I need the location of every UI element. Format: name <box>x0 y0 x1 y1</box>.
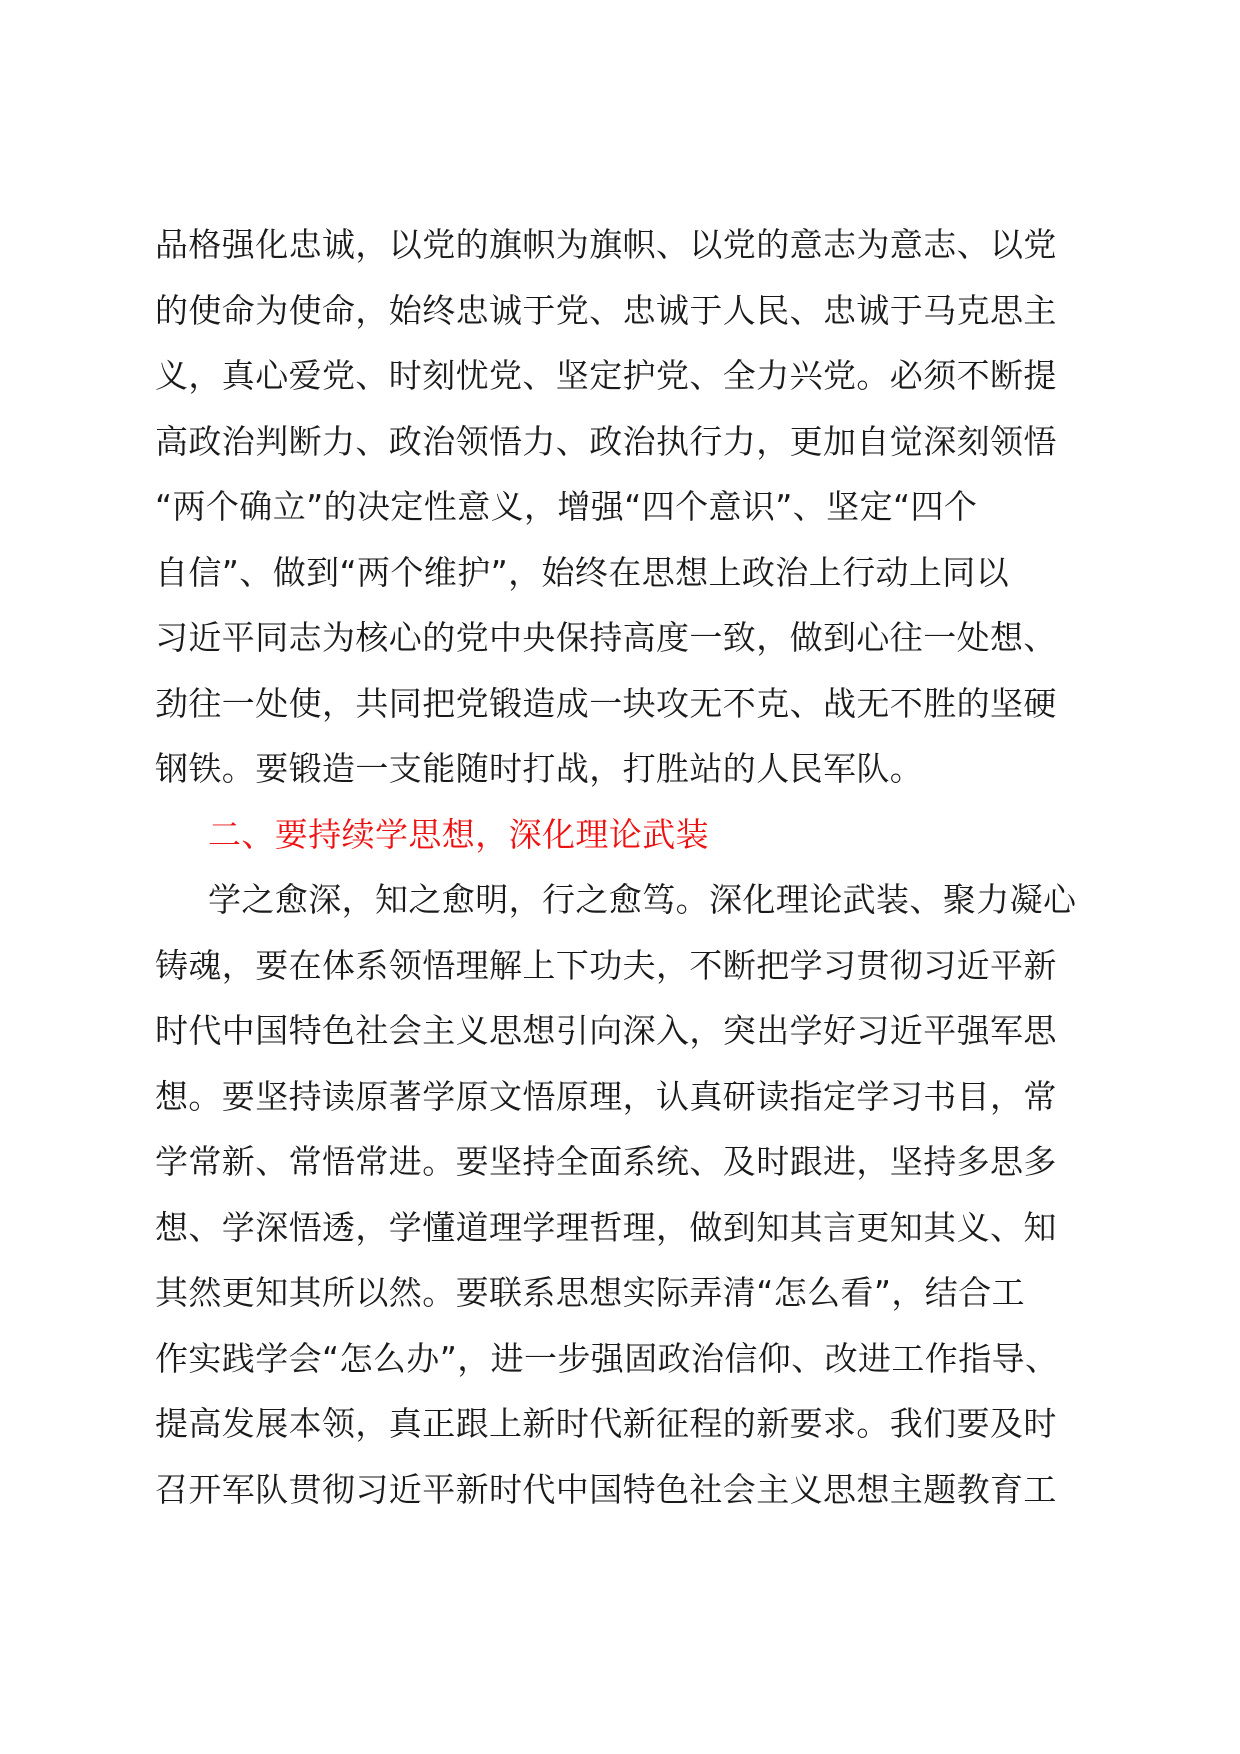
paragraph-line: 自信”、做到“两个维护”，始终在思想上政治上行动上同以 <box>155 552 1010 592</box>
paragraph-line: 召开军队贯彻习近平新时代中国特色社会主义思想主题教育工 <box>155 1469 1057 1509</box>
paragraph-line: 学之愈深，知之愈明，行之愈笃。深化理论武装、聚力凝心 <box>208 880 1077 919</box>
paragraph-line: 习近平同志为核心的党中央保持高度一致，做到心往一处想、 <box>155 618 1057 657</box>
paragraph-line: 品格强化忠诚，以党的旗帜为旗帜、以党的意志为意志、以党 <box>155 225 1057 264</box>
document-body <box>155 212 1085 1522</box>
paragraph-line: 想、学深悟透，学懂道理学理哲理，做到知其言更知其义、知 <box>155 1207 1057 1247</box>
paragraph-line: 时代中国特色社会主义思想引向深入，突出学好习近平强军思 <box>155 1011 1057 1050</box>
section-heading: 二、要持续学思想，深化理论武装 <box>208 814 709 854</box>
paragraph-line: 高政治判断力、政治领悟力、政治执行力，更加自觉深刻领悟 <box>155 421 1057 461</box>
paragraph-line: 学常新、常悟常进。要坚持全面系统、及时跟进，坚持多思多 <box>155 1142 1057 1181</box>
paragraph-line: 铸魂，要在体系领悟理解上下功夫，不断把学习贯彻习近平新 <box>155 945 1057 985</box>
paragraph-line: 钢铁。要锻造一支能随时打战，打胜站的人民军队。 <box>155 749 924 788</box>
paragraph-line: 想。要坚持读原著学原文悟原理，认真研读指定学习书目，常 <box>155 1076 1057 1116</box>
paragraph-line: 其然更知其所以然。要联系思想实际弄清“怎么看”，结合工 <box>155 1273 1025 1312</box>
paragraph-line: 提高发展本领，真正跟上新时代新征程的新要求。我们要及时 <box>155 1404 1057 1443</box>
paragraph-line: 劲往一处使，共同把党锻造成一块攻无不克、战无不胜的坚硬 <box>155 683 1057 723</box>
paragraph-line: “两个确立”的决定性意义，增强“四个意识”、坚定“四个 <box>155 487 978 526</box>
paragraph-line: 的使命为使命，始终忠诚于党、忠诚于人民、忠诚于马克思主 <box>155 290 1057 330</box>
paragraph-line: 义，真心爱党、时刻忧党、坚定护党、全力兴党。必须不断提 <box>155 356 1057 395</box>
paragraph-line: 作实践学会“怎么办”，进一步强固政治信仰、改进工作指导、 <box>155 1338 1059 1378</box>
